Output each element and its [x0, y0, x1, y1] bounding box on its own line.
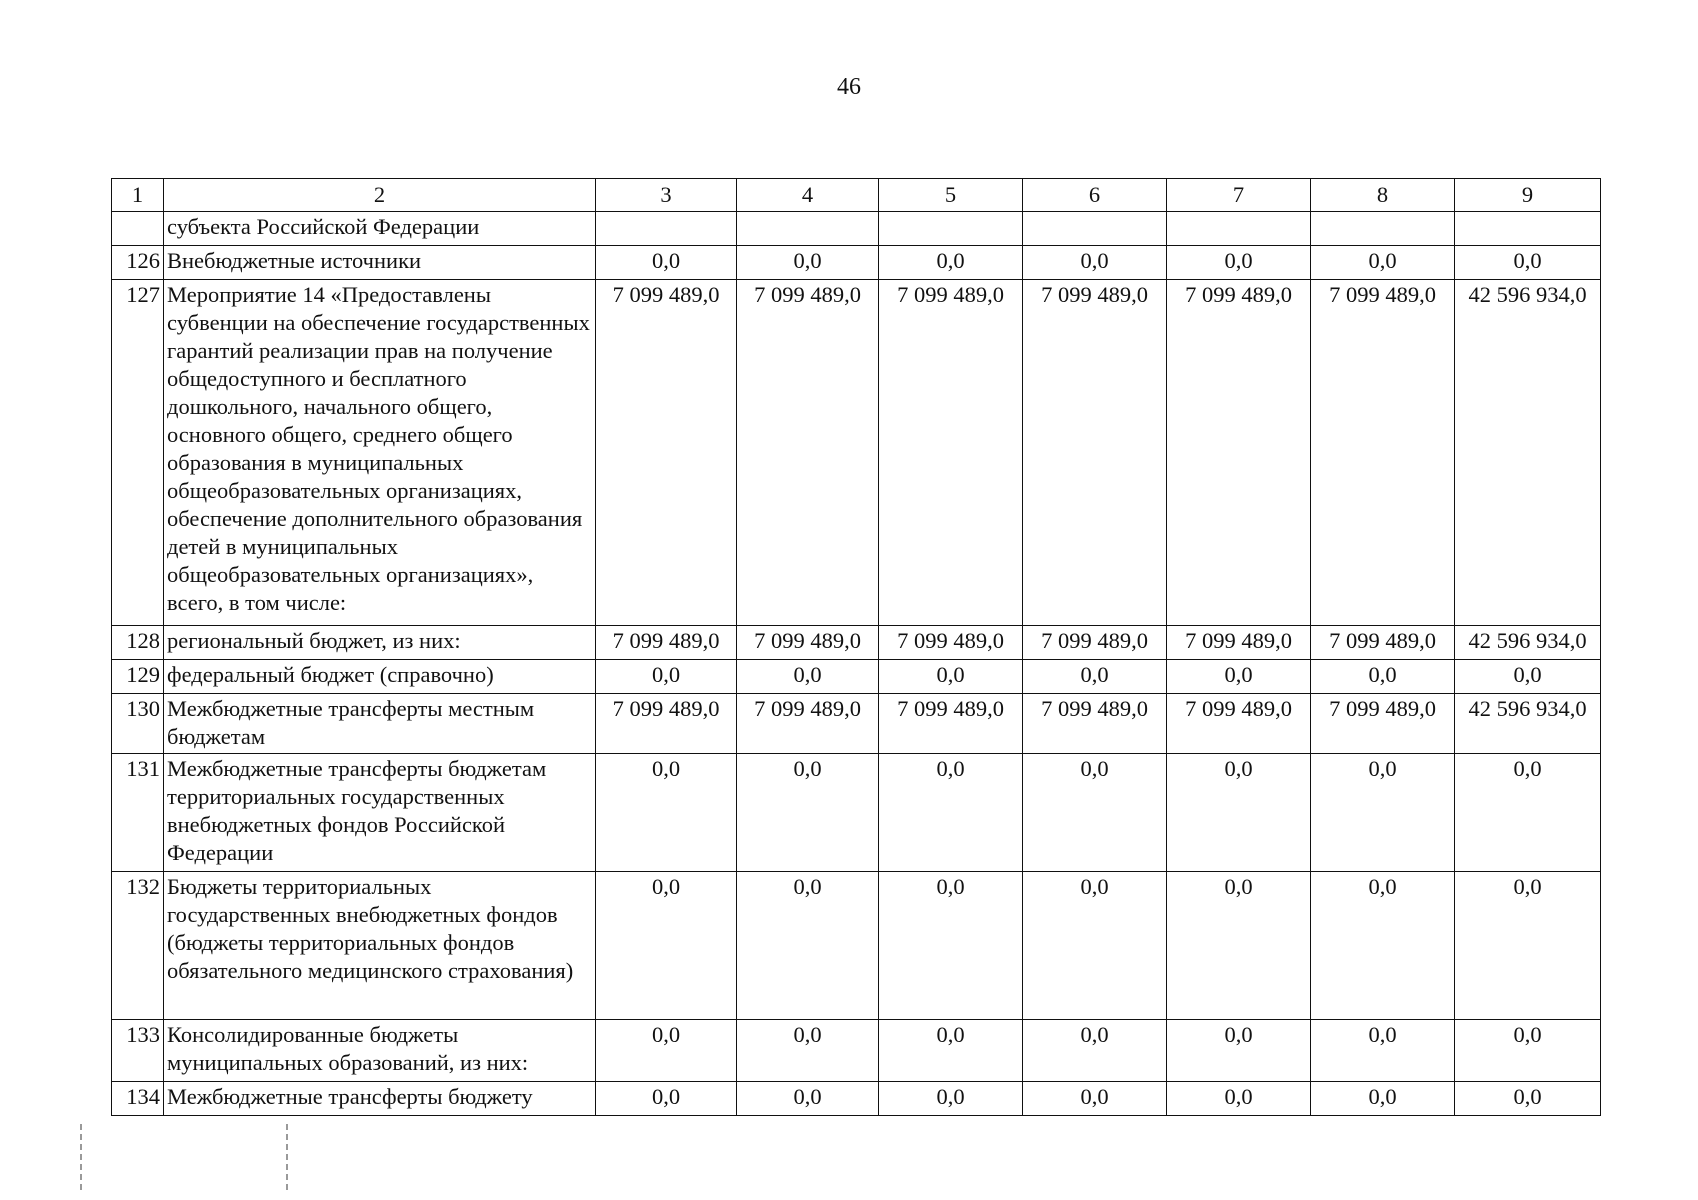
value-cell: [1023, 212, 1167, 246]
value-cell: 0,0: [1023, 754, 1167, 872]
document-stamp: [80, 1124, 288, 1190]
table-body: [112, 179, 1601, 1116]
value-cell: 0,0: [1167, 1020, 1311, 1082]
row-number: 130: [112, 694, 164, 754]
value-cell: 0,0: [737, 1020, 879, 1082]
row-label: федеральный бюджет (справочно): [164, 660, 596, 694]
value-cell: 7 099 489,0: [1167, 626, 1311, 660]
value-cell: 0,0: [1455, 660, 1601, 694]
value-cell: [879, 212, 1023, 246]
value-cell: 7 099 489,0: [596, 694, 737, 754]
row-label: Внебюджетные источники: [164, 246, 596, 280]
budget-table: [111, 178, 1601, 1116]
value-cell: 0,0: [1455, 872, 1601, 1020]
value-cell: 0,0: [1023, 1020, 1167, 1082]
value-cell: 0,0: [1455, 1020, 1601, 1082]
value-cell: 0,0: [879, 754, 1023, 872]
table-row: [112, 660, 1601, 694]
table-row: [112, 872, 1601, 1020]
value-cell: [1167, 212, 1311, 246]
value-cell: 7 099 489,0: [1167, 280, 1311, 626]
value-cell: 0,0: [737, 1082, 879, 1116]
value-cell: 7 099 489,0: [1023, 694, 1167, 754]
value-cell: 0,0: [737, 754, 879, 872]
value-cell: 0,0: [596, 246, 737, 280]
table-row: [112, 1082, 1601, 1116]
header-cell: 3: [596, 179, 737, 212]
table-row: [112, 754, 1601, 872]
value-cell: 7 099 489,0: [1023, 626, 1167, 660]
stamp-line: [92, 1146, 276, 1164]
header-cell: 9: [1455, 179, 1601, 212]
header-cell: 7: [1167, 179, 1311, 212]
value-cell: 42 596 934,0: [1455, 694, 1601, 754]
value-cell: 0,0: [737, 872, 879, 1020]
header-cell: 6: [1023, 179, 1167, 212]
row-label: Мероприятие 14 «Предоставлены субвенции на обеспечение государственных гарантий реализации прав на получение общедоступного и бесплатного дошкольного, начального общего, основного общего, среднего общего образования в муниципальных общеобразовательных организациях, обеспечение дополнительного образования детей в муниципальных общеобразовательных организациях», всего, в том числе:: [164, 280, 596, 626]
row-label: Межбюджетные трансферты местным бюджетам: [164, 694, 596, 754]
value-cell: 0,0: [1455, 1082, 1601, 1116]
value-cell: 7 099 489,0: [879, 626, 1023, 660]
header-cell: 8: [1311, 179, 1455, 212]
value-cell: 0,0: [1167, 660, 1311, 694]
value-cell: 7 099 489,0: [1311, 280, 1455, 626]
table-row: [112, 212, 1601, 246]
value-cell: 0,0: [1023, 1082, 1167, 1116]
value-cell: 0,0: [879, 1082, 1023, 1116]
value-cell: 0,0: [1311, 872, 1455, 1020]
row-label: субъекта Российской Федерации: [164, 212, 596, 246]
table-header-row: [112, 179, 1601, 212]
row-number: 127: [112, 280, 164, 626]
value-cell: 0,0: [879, 872, 1023, 1020]
value-cell: 0,0: [1311, 660, 1455, 694]
value-cell: 0,0: [1023, 246, 1167, 280]
row-label: Межбюджетные трансферты бюджету: [164, 1082, 596, 1116]
value-cell: 42 596 934,0: [1455, 626, 1601, 660]
value-cell: 7 099 489,0: [596, 626, 737, 660]
header-cell: 2: [164, 179, 596, 212]
table-row: [112, 280, 1601, 626]
value-cell: 7 099 489,0: [1167, 694, 1311, 754]
table-row: [112, 246, 1601, 280]
value-cell: 0,0: [1023, 872, 1167, 1020]
row-number: [112, 212, 164, 246]
row-label: региональный бюджет, из них:: [164, 626, 596, 660]
value-cell: 42 596 934,0: [1455, 280, 1601, 626]
value-cell: [596, 212, 737, 246]
value-cell: 0,0: [1167, 246, 1311, 280]
value-cell: 0,0: [596, 754, 737, 872]
value-cell: 0,0: [596, 660, 737, 694]
value-cell: 0,0: [1311, 1082, 1455, 1116]
value-cell: 0,0: [1311, 754, 1455, 872]
table-row: [112, 694, 1601, 754]
row-number: 126: [112, 246, 164, 280]
value-cell: 0,0: [879, 660, 1023, 694]
value-cell: 0,0: [1455, 754, 1601, 872]
stamp-line: [92, 1128, 276, 1146]
row-number: 132: [112, 872, 164, 1020]
row-number: 131: [112, 754, 164, 872]
value-cell: 0,0: [596, 872, 737, 1020]
page-number: 46: [837, 74, 861, 100]
value-cell: 0,0: [1311, 1020, 1455, 1082]
value-cell: 0,0: [1167, 754, 1311, 872]
value-cell: 0,0: [879, 1020, 1023, 1082]
stamp-line: [92, 1164, 276, 1182]
value-cell: 7 099 489,0: [1023, 280, 1167, 626]
value-cell: 7 099 489,0: [737, 694, 879, 754]
row-label: Бюджеты территориальных государственных внебюджетных фондов (бюджеты территориальных фондов обязательного медицинского страхования): [164, 872, 596, 1020]
value-cell: 7 099 489,0: [737, 626, 879, 660]
value-cell: 0,0: [1167, 872, 1311, 1020]
value-cell: 0,0: [879, 246, 1023, 280]
value-cell: 0,0: [737, 660, 879, 694]
row-label: Межбюджетные трансферты бюджетам территориальных государственных внебюджетных фондов Российской Федерации: [164, 754, 596, 872]
row-number: 133: [112, 1020, 164, 1082]
value-cell: [1455, 212, 1601, 246]
value-cell: 7 099 489,0: [737, 280, 879, 626]
header-cell: 5: [879, 179, 1023, 212]
value-cell: 7 099 489,0: [1311, 626, 1455, 660]
row-number: 129: [112, 660, 164, 694]
table-row: [112, 626, 1601, 660]
value-cell: 0,0: [596, 1082, 737, 1116]
value-cell: 0,0: [596, 1020, 737, 1082]
value-cell: 7 099 489,0: [596, 280, 737, 626]
value-cell: 0,0: [1311, 246, 1455, 280]
value-cell: 7 099 489,0: [1311, 694, 1455, 754]
table-row: [112, 1020, 1601, 1082]
value-cell: 0,0: [1023, 660, 1167, 694]
header-cell: 1: [112, 179, 164, 212]
value-cell: 0,0: [737, 246, 879, 280]
row-number: 134: [112, 1082, 164, 1116]
header-cell: 4: [737, 179, 879, 212]
value-cell: 7 099 489,0: [879, 280, 1023, 626]
row-number: 128: [112, 626, 164, 660]
value-cell: [1311, 212, 1455, 246]
row-label: Консолидированные бюджеты муниципальных образований, из них:: [164, 1020, 596, 1082]
value-cell: [737, 212, 879, 246]
value-cell: 0,0: [1455, 246, 1601, 280]
value-cell: 0,0: [1167, 1082, 1311, 1116]
value-cell: 7 099 489,0: [879, 694, 1023, 754]
